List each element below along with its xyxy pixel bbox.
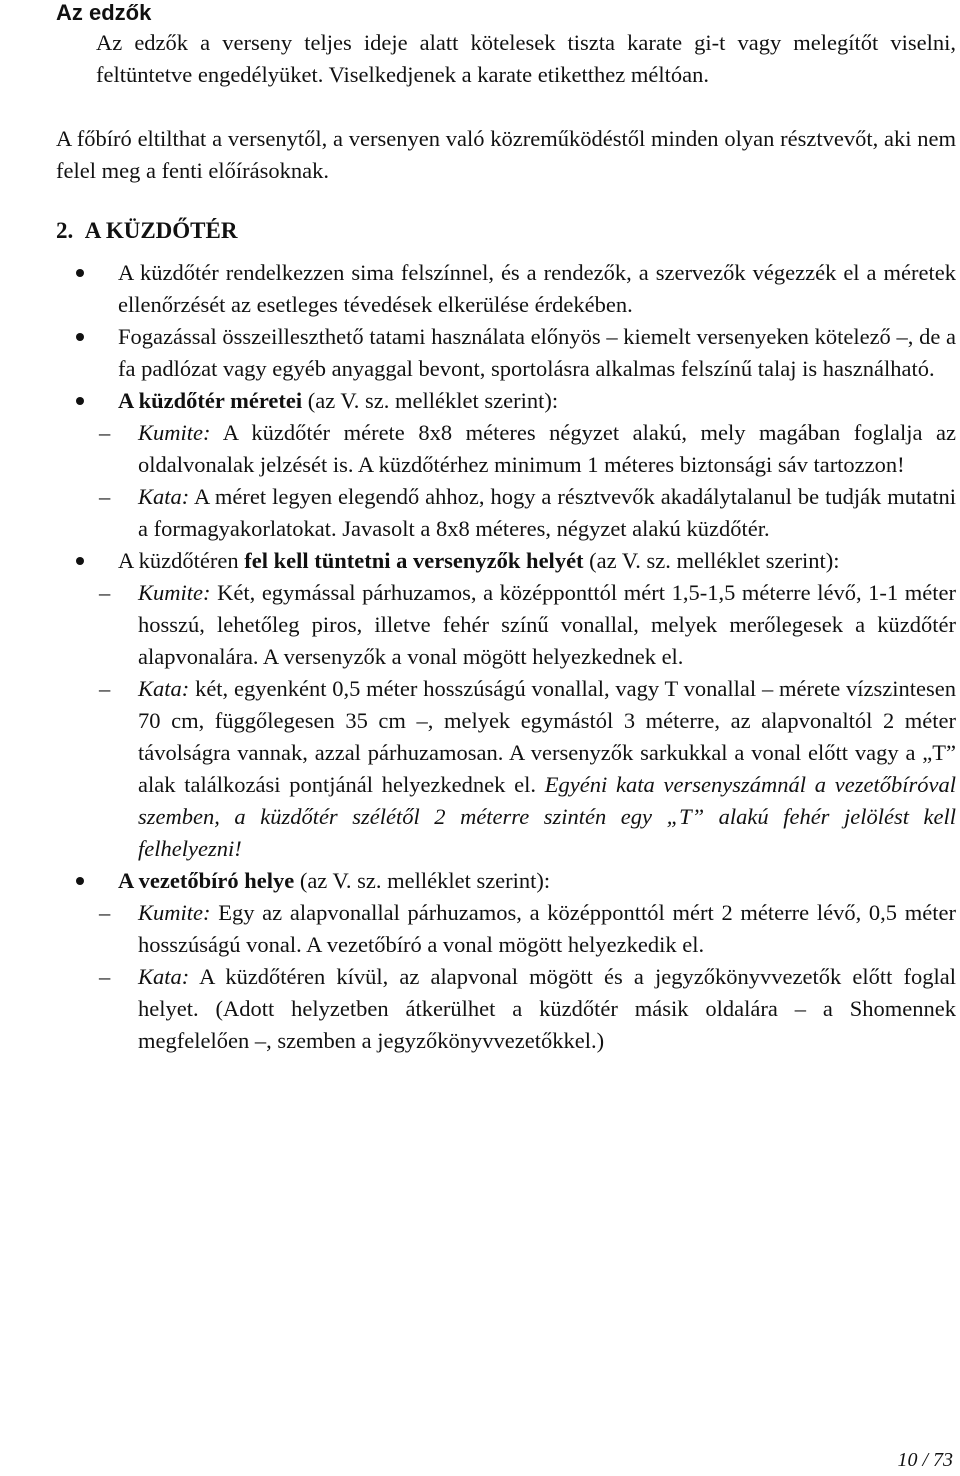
dash-marker: –	[99, 420, 111, 445]
bullet-surface	[76, 257, 956, 321]
kumite-text: Két, egymással párhuzamos, a középponttól mért 1,5-1,5 méterre lévő, 1-1 méter hosszú, lehetőleg piros, illetve fehér színű vonallal, melyek merőlegesek a küzdőtér alapvonalára. A versenyzők a vonal mögött helyezkednek el.	[138, 580, 956, 669]
kata-item	[99, 673, 956, 865]
bullet-dot	[76, 557, 84, 565]
kumite-label: Kumite:	[138, 420, 211, 445]
coaches-paragraph-2: A főbíró eltilthat a versenytől, a versenyen való közreműködéstől minden olyan résztvevőt, aki nem felel meg a fenti előírásoknak.	[56, 126, 956, 183]
bullet-dot	[76, 269, 84, 277]
bullet-text: (az V. sz. melléklet szerint):	[294, 868, 551, 893]
bullet-referee-position	[76, 865, 956, 1057]
kumite-item	[99, 577, 956, 673]
kata-text: két, egyenként 0,5 méter hosszúságú vonallal, vagy T vonallal – mérete vízszintesen 70 cm, függőlegesen 35 cm –, melyek egymástól 3 méterre, az alapvonaltól 2 méter távolságra vannak, azzal párhuzamosan. A versenyzők sarkukkal a vonal előtt vagy a „T” alak találkozási pontjánál helyezkednek el.	[138, 676, 956, 797]
bullet-text: A küzdőtér rendelkezzen sima felszínnel, és a rendezők, a szervezők végezzék el a méretek ellenőrzését az esetleges tévedések elkerülése érdekében.	[118, 260, 956, 317]
kata-item	[99, 481, 956, 545]
bullet-dot	[76, 333, 84, 341]
bullet-bold-text: fel kell tüntetni a versenyzők helyét	[244, 548, 584, 573]
kumite-item	[99, 417, 956, 481]
kata-label: Kata:	[138, 676, 190, 701]
kata-label: Kata:	[138, 964, 190, 989]
dash-marker: –	[99, 580, 111, 605]
kumite-label: Kumite:	[138, 580, 211, 605]
coaches-paragraph-1: Az edzők a verseny teljes ideje alatt kötelesek tiszta karate gi-t vagy melegítőt viselni, feltüntetve engedélyüket. Viselkedjenek a karate etiketthez méltóan.	[96, 30, 956, 87]
bullet-dot	[76, 877, 84, 885]
kumite-item	[99, 897, 956, 961]
coaches-heading: Az edzők	[56, 0, 152, 25]
bullet-dimensions	[76, 385, 956, 545]
kumite-text: A küzdőtér mérete 8x8 méteres négyzet alakú, mely magában foglalja az oldalvonalak jelzését is. A küzdőtérhez minimum 1 méteres biztonsági sáv tartozzon!	[138, 420, 956, 477]
bullet-tatami	[76, 321, 956, 385]
bullet-text: A küzdőtéren	[118, 548, 245, 573]
bullet-text: (az V. sz. melléklet szerint):	[302, 388, 559, 413]
kata-italic-note: Egyéni kata versenyszámnál a vezetőbíróval szemben, a küzdőtér szélétől 2 méterre szintén egy „T” alakú fehér jelölést kell felhelyezni!	[138, 772, 956, 861]
bullet-competitor-positions	[76, 545, 956, 865]
page-number: 10 / 73	[897, 1449, 953, 1471]
kumite-label: Kumite:	[138, 900, 211, 925]
section-title: 2. A KÜZDŐTÉR	[56, 218, 238, 243]
kata-text: A küzdőtéren kívül, az alapvonal mögött és a jegyzőkönyvvezetők előtt foglal helyet. (Adott helyzetben átkerülhet a küzdőtér másik oldalára – a Shomennek megfelelően –, szemben a jegyzőkönyvvezetőkkel.)	[138, 964, 956, 1053]
dash-marker: –	[99, 964, 111, 989]
kata-text: A méret legyen elegendő ahhoz, hogy a résztvevők akadálytalanul be tudják mutatni a formagyakorlatokat. Javasolt a 8x8 méteres, négyzet alakú küzdőtér.	[138, 484, 956, 541]
dash-marker: –	[99, 676, 111, 701]
bullet-bold-text: A vezetőbíró helye	[118, 868, 295, 893]
dash-marker: –	[99, 900, 111, 925]
kumite-text: Egy az alapvonallal párhuzamos, a középponttól mért 2 méterre lévő, 0,5 méter hosszúságú vonal. A vezetőbíró a vonal mögött helyezkedik el.	[138, 900, 956, 957]
bullet-text: Fogazással összeilleszthető tatami használata előnyös – kiemelt versenyeken kötelező –, de a fa padlózat vagy egyéb anyaggal bevont, sportolásra alkalmas felszínű talaj is használható.	[118, 324, 956, 381]
bullet-text: (az V. sz. melléklet szerint):	[583, 548, 840, 573]
bullet-dot	[76, 397, 84, 405]
kata-label: Kata:	[138, 484, 190, 509]
section-bullet-list	[76, 257, 956, 1057]
kata-item	[99, 961, 956, 1057]
bullet-bold-text: A küzdőtér méretei	[118, 388, 303, 413]
dash-marker: –	[99, 484, 111, 509]
